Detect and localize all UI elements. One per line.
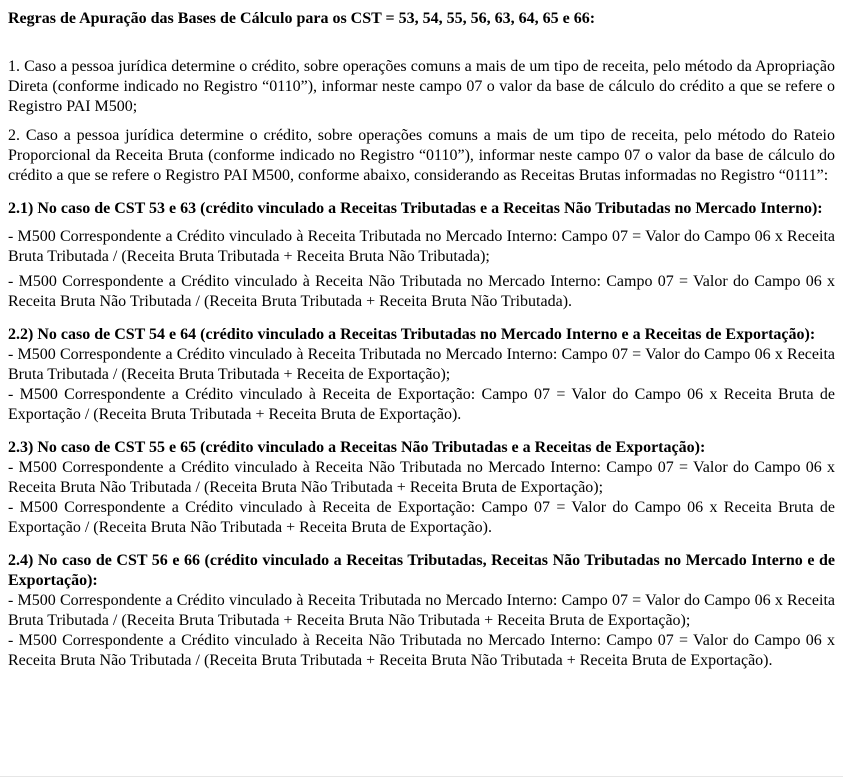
- rule-item-m500-tributada-interno: - M500 Correspondente a Crédito vinculado à Receita Tributada no Mercado Interno: Campo 07 = Valor do Campo 06 x Receita Bruta Tributada / (Receita Bruta Tributada + Receita Bruta Não Tributada + Receita Bruta de Exportação);: [8, 592, 835, 629]
- rule-item-m500-exportacao: - M500 Correspondente a Crédito vinculado à Receita de Exportação: Campo 07 = Valor do Campo 06 x Receita Bruta de Exportação / (Receita Bruta Tributada + Receita Bruta de Exportação).: [8, 386, 835, 423]
- section-heading-cst-55-65: 2.3) No caso de CST 55 e 65 (crédito vinculado a Receitas Não Tributadas e a Receitas de Exportação):: [8, 439, 706, 456]
- section-heading-cst-56-66: 2.4) No caso de CST 56 e 66 (crédito vinculado a Receitas Tributadas, Receitas Não Tributadas no Mercado Interno e de Exportação):: [8, 552, 835, 589]
- paragraph-rule-1-apropriacao-direta: 1. Caso a pessoa jurídica determine o crédito, sobre operações comuns a mais de um tipo de receita, pelo método da Apropriação Direta (conforme indicado no Registro “0110”), informar neste campo 07 o valor da base de cálculo do crédito a que se refere o Registro PAI M500;: [8, 58, 835, 115]
- rule-item-m500-tributada-interno: - M500 Correspondente a Crédito vinculado à Receita Tributada no Mercado Interno: Campo 07 = Valor do Campo 06 x Receita Bruta Tributada / (Receita Bruta Tributada + Receita Bruta Não Tributada);: [8, 228, 835, 265]
- section-heading-cst-54-64: 2.2) No caso de CST 54 e 64 (crédito vinculado a Receitas Tributadas no Mercado Interno e a Receitas de Exportação):: [8, 326, 816, 343]
- section-heading-cst-53-63: 2.1) No caso de CST 53 e 63 (crédito vinculado a Receitas Tributadas e a Receitas Não Tributadas no Mercado Interno):: [8, 200, 823, 217]
- rule-item-m500-nao-tributada-interno: - M500 Correspondente a Crédito vinculado à Receita Não Tributada no Mercado Interno: Campo 07 = Valor do Campo 06 x Receita Bruta Não Tributada / (Receita Bruta Tributada + Receita Bruta Não Tributada).: [8, 273, 835, 310]
- section-cst-53-63: [8, 199, 835, 312]
- rule-item-m500-nao-tributada-interno: - M500 Correspondente a Crédito vinculado à Receita Não Tributada no Mercado Interno: Campo 07 = Valor do Campo 06 x Receita Bruta Não Tributada / (Receita Bruta Tributada + Receita Bruta Não Tributada + Receita Bruta de Exportação).: [8, 632, 835, 669]
- rule-item-m500-nao-tributada-interno: - M500 Correspondente a Crédito vinculado à Receita Não Tributada no Mercado Interno: Campo 07 = Valor do Campo 06 x Receita Bruta Não Tributada / (Receita Bruta Não Tributada + Receita Bruta de Exportação);: [8, 459, 835, 496]
- section-cst-55-65: [8, 438, 835, 538]
- rule-item-m500-tributada-interno: - M500 Correspondente a Crédito vinculado à Receita Tributada no Mercado Interno: Campo 07 = Valor do Campo 06 x Receita Bruta Tributada / (Receita Bruta Tributada + Receita de Exportação);: [8, 346, 835, 383]
- section-cst-54-64: [8, 325, 835, 425]
- rule-item-m500-exportacao: - M500 Correspondente a Crédito vinculado à Receita de Exportação: Campo 07 = Valor do Campo 06 x Receita Bruta de Exportação / (Receita Bruta Não Tributada + Receita Bruta de Exportação).: [8, 499, 835, 536]
- document-title: Regras de Apuração das Bases de Cálculo para os CST = 53, 54, 55, 56, 63, 64, 65 e 66:: [8, 10, 596, 27]
- paragraph-rule-2-rateio-proporcional: 2. Caso a pessoa jurídica determine o crédito, sobre operações comuns a mais de um tipo de receita, pelo método do Rateio Proporcional da Receita Bruta (conforme indicado no Registro “0110”), informar neste campo 07 o valor da base de cálculo do crédito a que se refere o Registro PAI M500, conforme abaixo, considerando as Receitas Brutas informadas no Registro “0111”:: [8, 127, 835, 184]
- section-cst-56-66: [8, 551, 835, 671]
